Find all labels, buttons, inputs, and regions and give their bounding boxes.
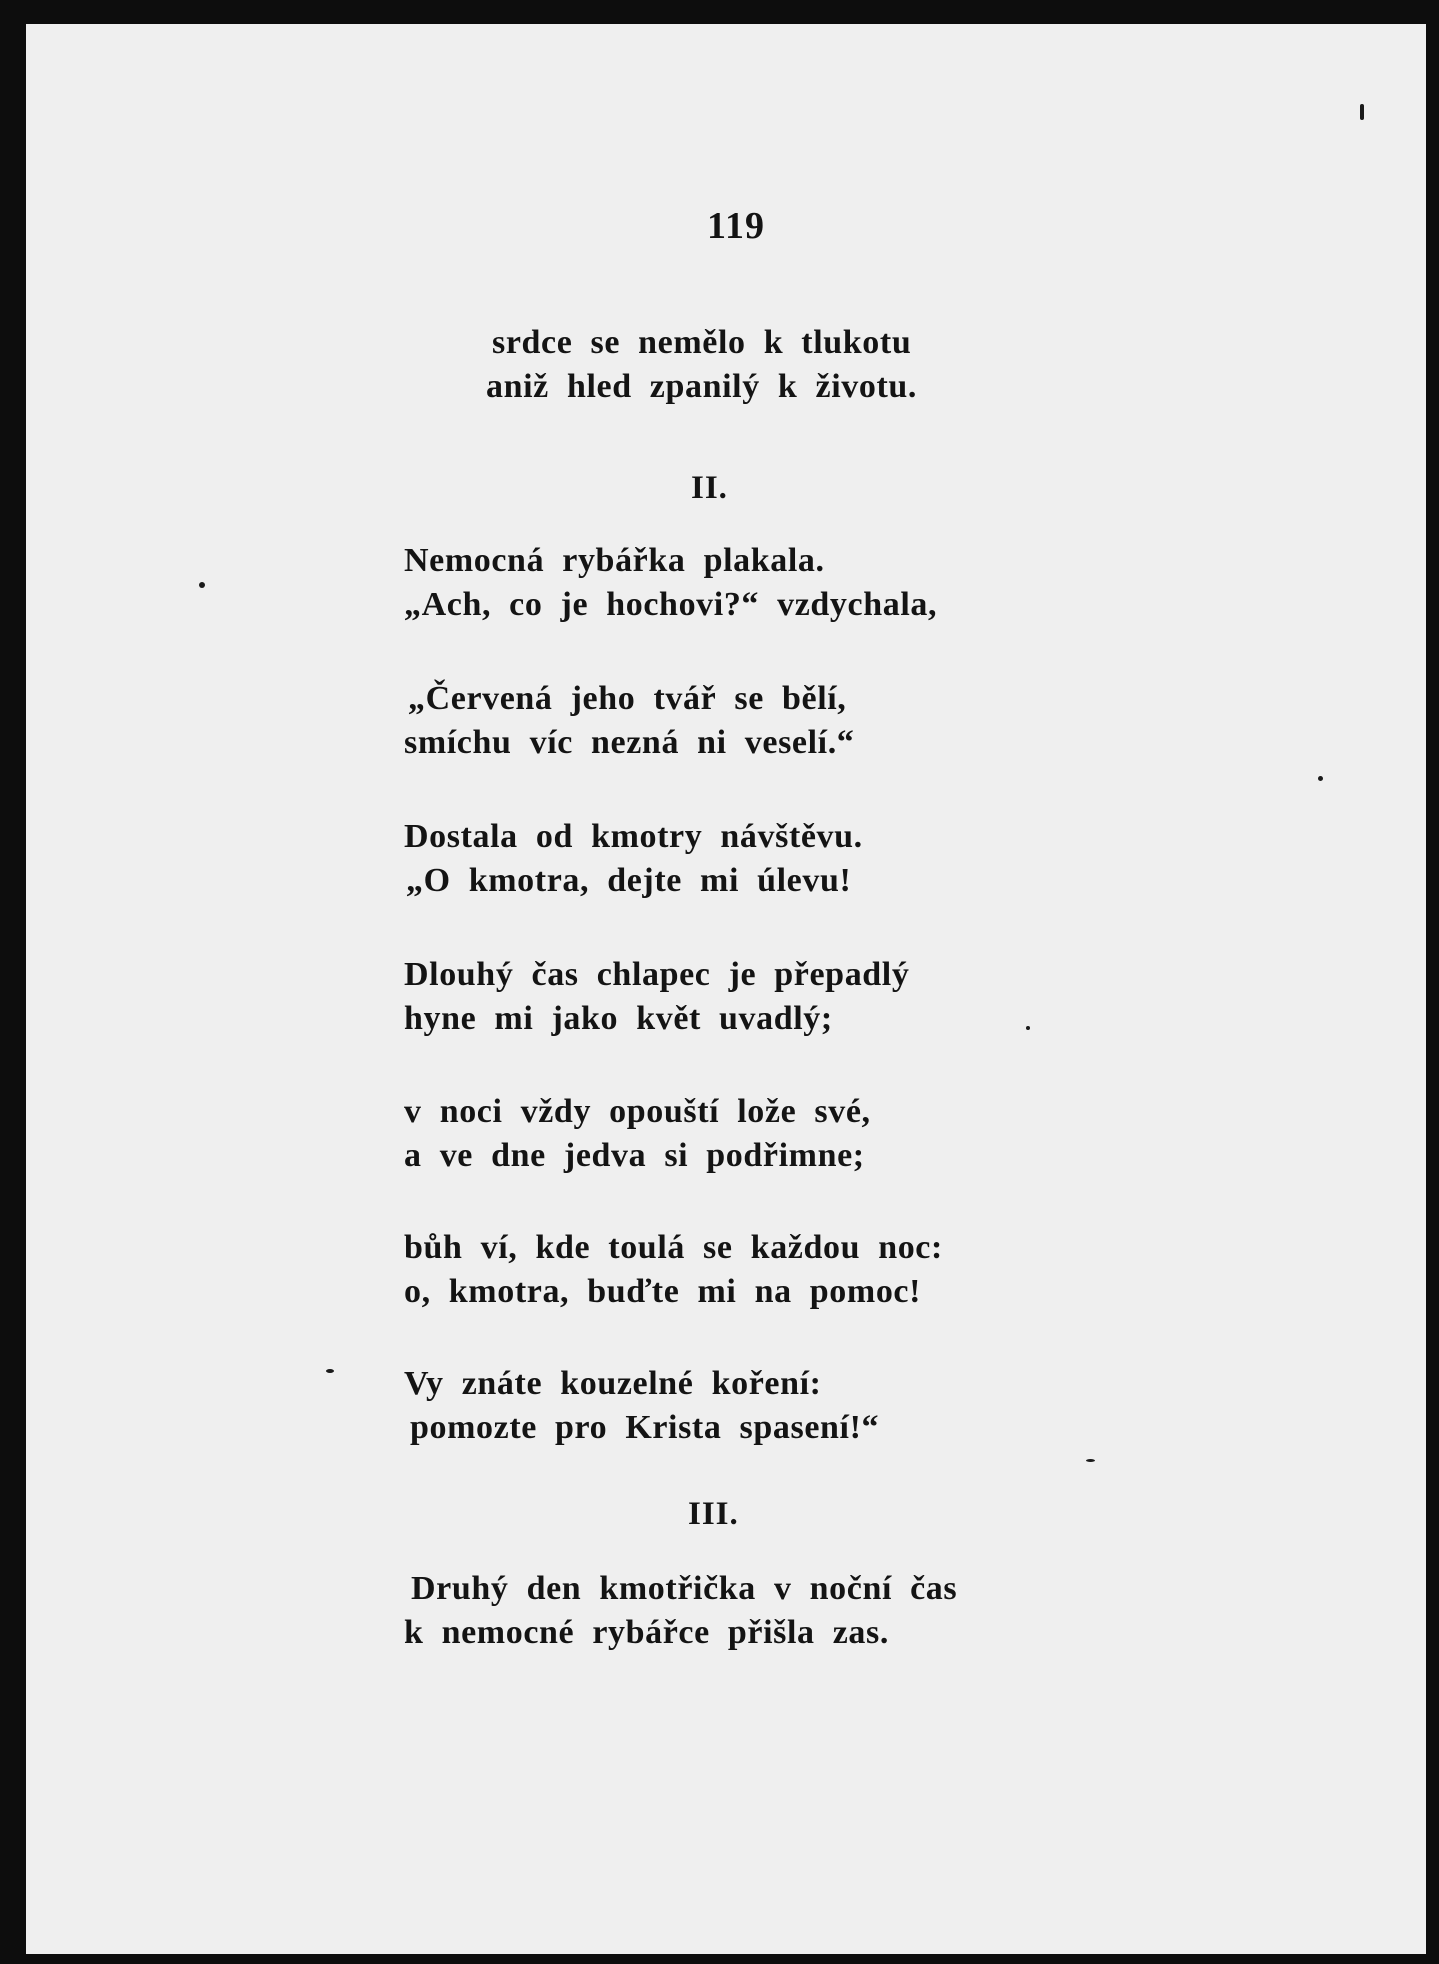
scan-speck [1026,1026,1030,1030]
verse-line: Dostala od kmotry návštěvu. [404,818,863,855]
book-page [26,24,1426,1954]
verse-line: bůh ví, kde toulá se každou noc: [404,1229,943,1266]
verse-line: a ve dne jedva si podřimne; [404,1137,865,1174]
verse-line: pomozte pro Krista spasení!“ [410,1409,880,1446]
section-heading: II. [691,470,728,506]
scan-speck [1318,776,1323,781]
verse-line: „O kmotra, dejte mi úlevu! [406,862,852,899]
verse-line: v noci vždy opouští lože své, [404,1093,871,1130]
verse-line: Dlouhý čas chlapec je přepadlý [404,956,910,993]
verse-line: o, kmotra, buďte mi na pomoc! [404,1273,922,1310]
scan-speck [1086,1459,1095,1462]
verse-line: Nemocná rybářka plakala. [404,542,825,579]
scan-speck [1360,104,1364,120]
scan-speck [199,582,205,588]
verse-line: srdce se nemělo k tlukotu [492,324,912,361]
page-number: 119 [707,205,765,247]
verse-line: k nemocné rybářce přišla zas. [404,1614,889,1651]
scan-speck [326,1369,334,1373]
verse-line: smíchu víc nezná ni veselí.“ [404,724,855,761]
verse-line: „Ach, co je hochovi?“ vzdychala, [404,586,938,623]
verse-line: aniž hled zpanilý k životu. [486,368,917,405]
verse-line: „Červená jeho tvář se bělí, [408,680,847,717]
verse-line: hyne mi jako květ uvadlý; [404,1000,833,1037]
verse-line: Druhý den kmotřička v noční čas [411,1570,958,1607]
section-heading: III. [688,1496,739,1532]
verse-line: Vy znáte kouzelné koření: [404,1365,822,1402]
